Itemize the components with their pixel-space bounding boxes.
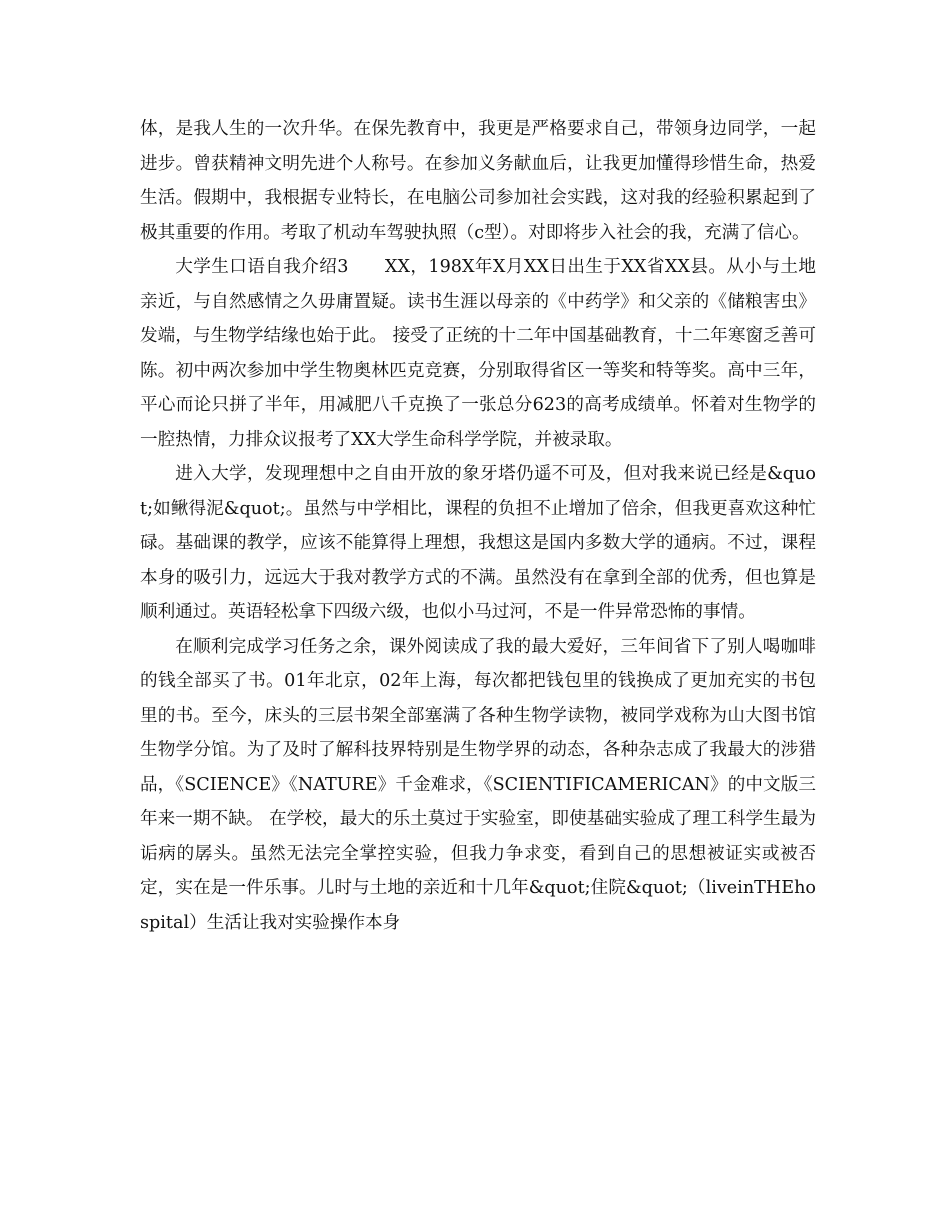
paragraph-4: 在顺利完成学习任务之余，课外阅读成了我的最大爱好，三年间省下了别人喝咖啡的钱全部买了书。01年北京，02年上海，每次都把钱包里的钱换成了更加充实的书包里的书。至今，床头的三层书架全部塞满了各种生物学读物，被同学戏称为山大图书馆生物学分馆。为了及时了解科技界特别是生物学界的动态，各种杂志成了我最大的涉猎品，《SCIENCE》《NATURE》千金难求，《SCIENTIFICAMERICAN》的中文版三年来一期不缺。 在学校，最大的乐土莫过于实验室，即使基础实验成了理工科学生最为诟病的孱头。虽然无法完全掌控实验，但我力争求变，看到自己的思想被证实或被否定，实在是一件乐事。儿时与土地的亲近和十几年&quot;住院&quot;（liveinTHEhospital）生活让我对实验操作本身 (140, 636, 816, 933)
paragraph-2: 大学生口语自我介绍3 XX，198X年X月XX日出生于XX省XX县。从小与土地亲近，与自然感情之久毋庸置疑。读书生涯以母亲的《中药学》和父亲的《储粮害虫》发端，与生物学结缘也始于此。 接受了正统的十二年中国基础教育，十二年寒窗乏善可陈。初中两次参加中学生物奥林匹克竞赛，分别取得省区一等奖和特等奖。高中三年，平心而论只拼了半年，用减肥八千克换了一张总分623的高考成绩单。怀着对生物学的一腔热情，力排众议报考了XX大学生命科学学院，并被录取。 (140, 257, 816, 450)
paragraph-3: 进入大学，发现理想中之自由开放的象牙塔仍遥不可及，但对我来说已经是&quot;如鳅得泥&quot;。虽然与中学相比，课程的负担不止增加了倍余，但我更喜欢这种忙碌。基础课的教学，应该不能算得上理想，我想这是国内多数大学的通病。不过，课程本身的吸引力，远远大于我对教学方式的不满。虽然没有在拿到全部的优秀，但也算是顺利通过。英语轻松拿下四级六级，也似小马过河，不是一件异常恐怖的事情。 (140, 464, 816, 622)
document-body (140, 112, 816, 940)
paragraph-1: 体，是我人生的一次升华。在保先教育中，我更是严格要求自己，带领身边同学，一起进步。曾获精神文明先进个人称号。在参加义务献血后，让我更加懂得珍惜生命，热爱生活。假期中，我根据专业特长，在电脑公司参加社会实践，这对我的经验积累起到了极其重要的作用。考取了机动车驾驶执照（c型）。对即将步入社会的我，充满了信心。 (140, 119, 816, 243)
